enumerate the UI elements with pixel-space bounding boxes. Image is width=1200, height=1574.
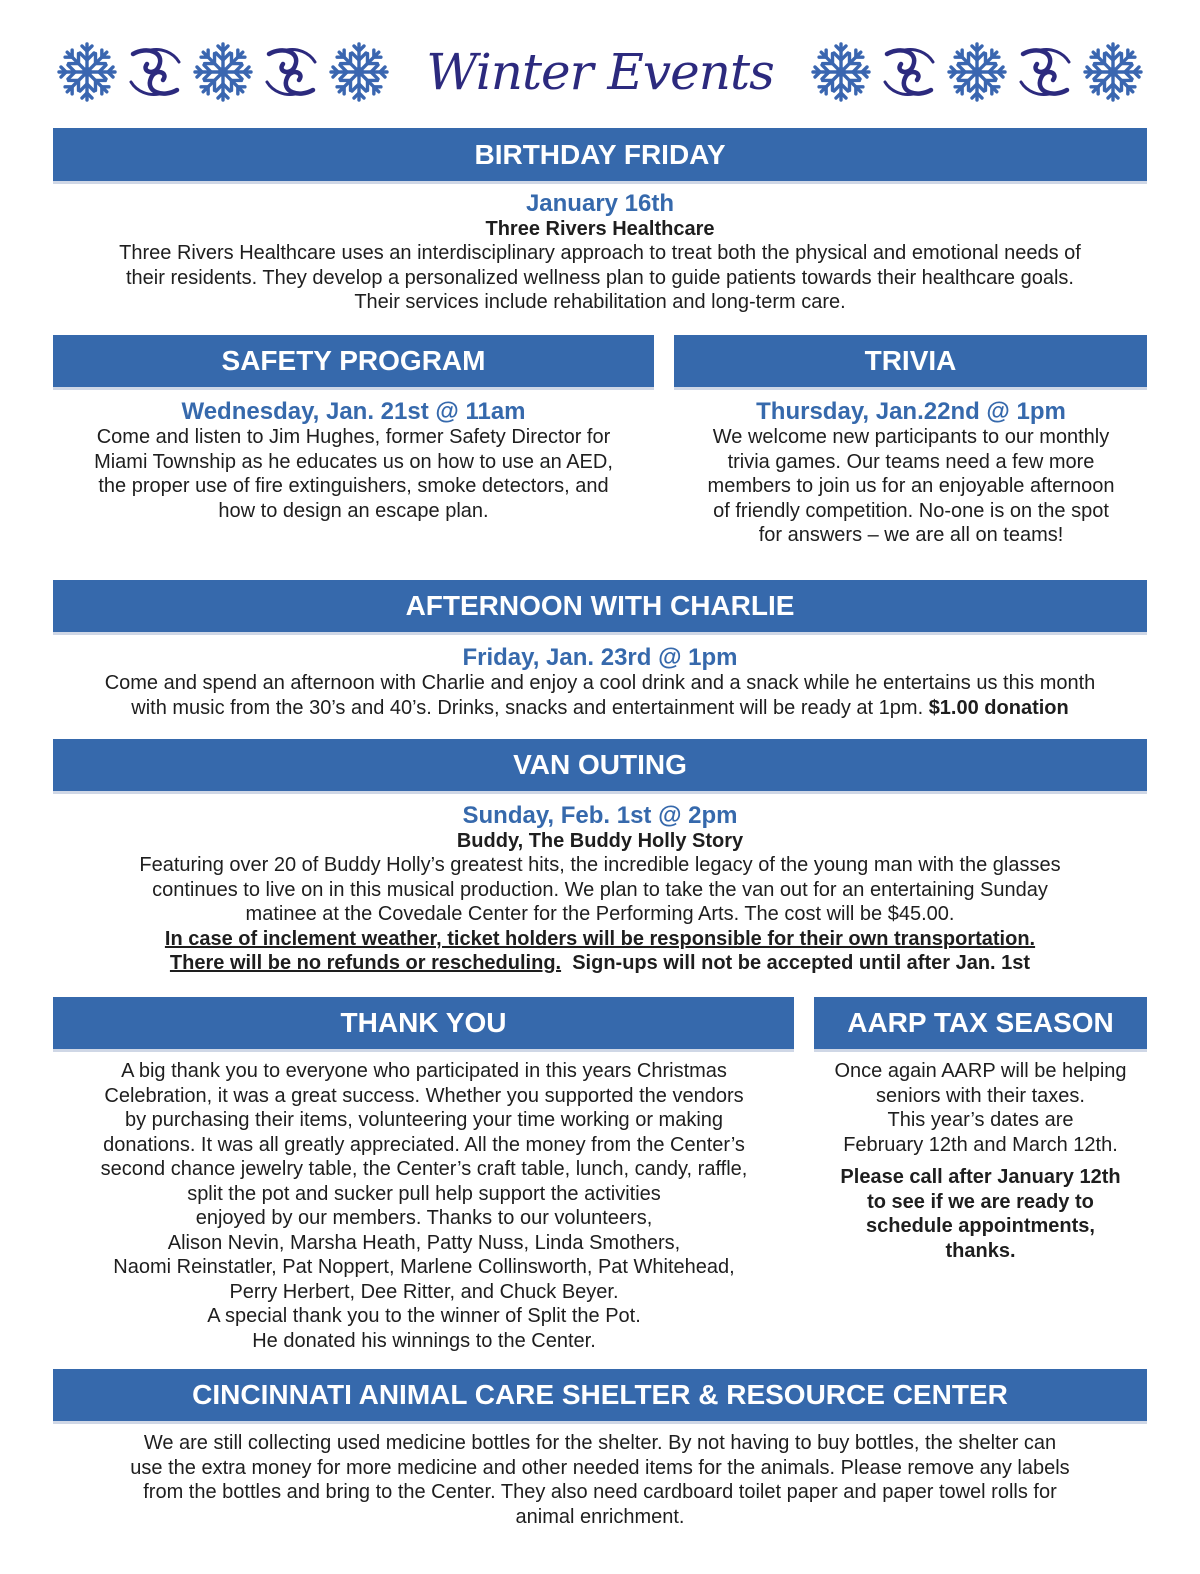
birthday-subtitle: Three Rivers Healthcare [485,218,715,240]
snowflake-icon [946,41,1008,103]
text-line: Perry Herbert, Dee Ritter, and Chuck Beyer. [229,1280,619,1303]
text-line: members to join us for an enjoyable afternoon [707,475,1115,497]
text-line: We are still collecting used medicine bottles for the shelter. By not having to buy bottles, the shelter can [143,1432,1057,1454]
charlie-heading: AFTERNOON WITH CHARLIE [53,580,1147,635]
text-line: trivia games. Our teams need a few more [727,450,1095,473]
van-warning-line: In case of inclement weather, ticket holders will be responsible for their own transportation. [164,927,1036,950]
header-decoration-left [56,41,390,103]
text-line: seniors with their taxes. [876,1084,1085,1107]
text-line: donations. It was all greatly appreciated. All the money from the Center’s [103,1133,745,1156]
text-line: use the extra money for more medicine and other needed items for the animals. Please remove any labels [130,1456,1070,1479]
text-line: the proper use of fire extinguishers, smoke detectors, and [98,475,609,497]
text-line: by purchasing their items, volunteering your time working or making [124,1109,724,1131]
text-line: A big thank you to everyone who participated in this years Christmas [121,1060,727,1082]
van-section [40,802,1160,976]
text-line: Come and listen to Jim Hughes, former Safety Director for [96,426,611,448]
text-line: February 12th and March 12th. [843,1133,1118,1156]
snowflake-icon [328,41,390,103]
text-line: to see if we are ready to [867,1190,1094,1213]
swirl-ornament-icon [880,43,938,101]
charlie-date: Friday, Jan. 23rd @ 1pm [462,644,738,671]
shelter-body [40,1431,1160,1529]
text-line: This year’s dates are [887,1109,1074,1131]
van-warning-line: There will be no refunds or rescheduling. Sign-ups will not be accepted until after Jan. 1st [169,952,1031,974]
text-line: enjoyed by our members. Thanks to our volunteers, [195,1207,653,1229]
shelter-heading: CINCINNATI ANIMAL CARE SHELTER & RESOURCE CENTER [53,1369,1147,1424]
text-line: matinee at the Covedale Center for the Performing Arts. The cost will be $45.00. [245,903,955,925]
text-line: thanks. [945,1239,1016,1262]
thanks-body [40,1059,808,1353]
charlie-section [30,644,1170,720]
swirl-ornament-icon [262,43,320,101]
snowflake-icon [1082,41,1144,103]
text-line: how to design an escape plan. [218,499,489,522]
page-title: Winter Events [426,43,774,101]
text-line: We welcome new participants to our monthly [712,426,1110,448]
text-line: their residents. They develop a personalized wellness plan to guide patients towards their healthcare goals. [126,266,1074,289]
aarp-section [808,1059,1153,1263]
text-line: Three Rivers Healthcare uses an interdisciplinary approach to treat both the physical and emotional needs of [119,242,1081,264]
van-date: Sunday, Feb. 1st @ 2pm [462,802,738,829]
shelter-section [40,1431,1160,1529]
text-line: for answers – we are all on teams! [758,524,1064,546]
thanks-heading: THANK YOU [53,997,794,1052]
text-line: He donated his winnings to the Center. [252,1329,596,1352]
aarp-note [808,1165,1153,1263]
safety-heading: SAFETY PROGRAM [53,335,654,390]
van-subtitle: Buddy, The Buddy Holly Story [456,830,744,852]
text-line: Their services include rehabilitation and long-term care. [354,291,846,313]
swirl-ornament-icon [126,43,184,101]
snowflake-icon [56,41,118,103]
text-line: Miami Township as he educates us on how to use an AED, [94,450,613,473]
charlie-body [30,671,1170,720]
trivia-heading: TRIVIA [674,335,1147,390]
snowflake-icon [192,41,254,103]
donation-amount: $1.00 donation [928,696,1069,719]
text-line: Featuring over 20 of Buddy Holly’s greatest hits, the incredible legacy of the young man with the glasses [139,854,1061,876]
birthday-date: January 16th [525,190,675,217]
text-line: with music from the 30’s and 40’s. Drinks, snacks and entertainment will be ready at 1pm. $1.00 donation [131,696,1069,719]
aarp-heading: AARP TAX SEASON [814,997,1147,1052]
birthday-section [40,190,1160,315]
aarp-body [808,1059,1153,1157]
text-line: continues to live on in this musical production. We plan to take the van out for an entertaining Sunday [152,878,1048,901]
van-body [40,853,1160,976]
page-header [0,22,1200,122]
text-line: of friendly competition. No-one is on the spot [713,499,1109,522]
text-line: Once again AARP will be helping [834,1060,1127,1082]
text-line: Naomi Reinstatler, Pat Noppert, Marlene Collinsworth, Pat Whitehead, [113,1256,735,1278]
thanks-section [40,1059,808,1353]
text-line: second chance jewelry table, the Center’s craft table, lunch, candy, raffle, [100,1158,748,1180]
text-line: split the pot and sucker pull help support the activities [187,1182,661,1205]
snowflake-icon [810,41,872,103]
text-line: A special thank you to the winner of Split the Pot. [207,1305,641,1327]
trivia-body [666,425,1156,548]
safety-date: Wednesday, Jan. 21st @ 11am [181,398,526,425]
text-line: from the bottles and bring to the Center. They also need cardboard toilet paper and paper towel rolls for [143,1481,1057,1503]
header-decoration-right [810,41,1144,103]
safety-section [45,398,662,523]
text-line: Celebration, it was a great success. Whether you supported the vendors [104,1084,744,1107]
text-line: Come and spend an afternoon with Charlie and enjoy a cool drink and a snack while he entertains us this month [104,672,1096,694]
birthday-body [40,241,1160,315]
van-heading: VAN OUTING [53,739,1147,794]
trivia-section [666,398,1156,548]
text-line: schedule appointments, [866,1215,1095,1237]
swirl-ornament-icon [1016,43,1074,101]
text-line: animal enrichment. [515,1505,685,1528]
safety-body [45,425,662,523]
text-line: Alison Nevin, Marsha Heath, Patty Nuss, Linda Smothers, [167,1231,681,1254]
text-line: Please call after January 12th [840,1166,1121,1188]
birthday-heading: BIRTHDAY FRIDAY [53,128,1147,184]
trivia-date: Thursday, Jan.22nd @ 1pm [756,398,1066,425]
